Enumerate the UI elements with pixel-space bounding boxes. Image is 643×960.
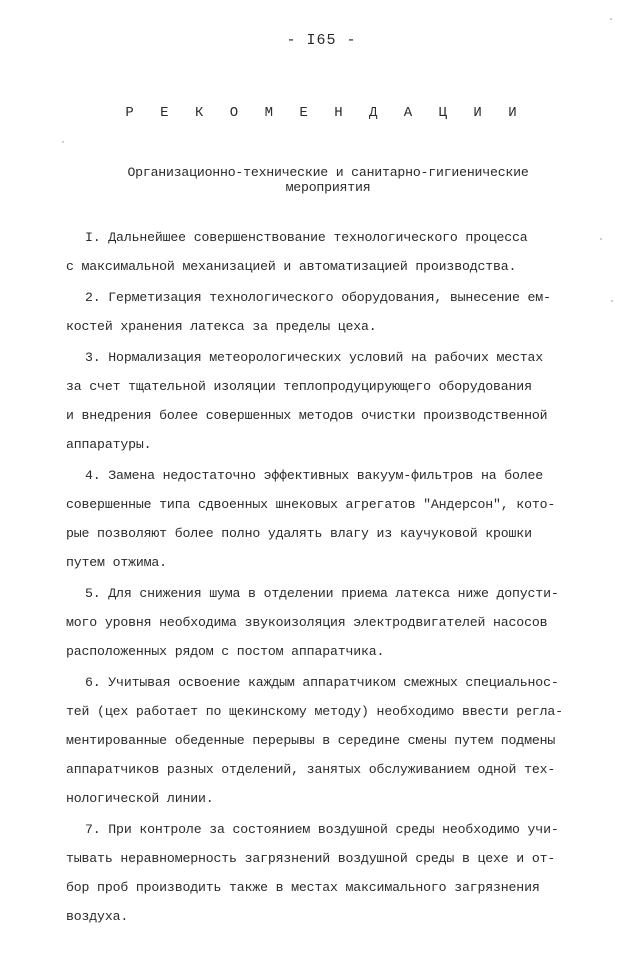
subtitle-line-2: мероприятия: [285, 180, 371, 195]
paper-speck: [62, 141, 64, 143]
paragraph-line: 2. Герметизация технологического оборудования, вынесение ем-: [85, 290, 551, 305]
paragraph-line: 3. Нормализация метеорологических условий на рабочих местах: [85, 350, 544, 365]
paper-speck: [611, 300, 613, 302]
paragraph-line: 4. Замена недостаточно эффективных вакуум-фильтров на более: [85, 468, 544, 483]
recommendation-7: [66, 818, 594, 929]
paragraph-line: I. Дальнейшее совершенствование технологического процесса: [85, 230, 528, 245]
subtitle-line-1: Организационно-технические и санитарно-гигиенические: [127, 165, 529, 180]
paragraph-line: путем отжима.: [66, 555, 167, 570]
recommendations-list: [66, 226, 594, 936]
paragraph-line: 6. Учитывая освоение каждым аппаратчиком смежных специальнос-: [85, 675, 559, 690]
recommendation-4: [66, 464, 594, 575]
paragraph-line: воздуха.: [66, 909, 129, 924]
paragraph-line: бор проб производить также в местах максимального загрязнения: [66, 880, 540, 895]
section-subtitle: [68, 165, 588, 195]
paragraph-line: рые позволяют более полно удалять влагу из каучуковой крошки: [66, 526, 532, 541]
paragraph-line: тей (цех работает по щекинскому методу) необходимо ввести регла-: [66, 704, 563, 719]
paper-speck: [600, 238, 602, 240]
paragraph-line: ментированные обеденные перерывы в середине смены путем подмены: [66, 733, 556, 748]
recommendation-2: [66, 286, 594, 339]
page-title: Р Е К О М Е Н Д А Ц И И: [125, 105, 526, 121]
paragraph-line: 7. При контроле за состоянием воздушной среды необходимо учи-: [85, 822, 559, 837]
paragraph-line: расположенных рядом с постом аппаратчика.: [66, 644, 385, 659]
paper-speck: [610, 18, 612, 20]
paragraph-line: с максимальной механизацией и автоматизацией производства.: [66, 259, 517, 274]
paragraph-line: нологической линии.: [66, 791, 214, 806]
paragraph-line: аппаратуры.: [66, 437, 152, 452]
paragraph-line: за счет тщательной изоляции теплопродуцирующего оборудования: [66, 379, 532, 394]
recommendation-3: [66, 346, 594, 457]
recommendation-5: [66, 582, 594, 664]
page-number: - I65 -: [286, 32, 357, 49]
paragraph-line: мого уровня необходима звукоизоляция электродвигателей насосов: [66, 615, 548, 630]
paragraph-line: совершенные типа сдвоенных шнековых агрегатов "Андерсон", кото-: [66, 497, 556, 512]
paragraph-line: 5. Для снижения шума в отделении приема латекса ниже допусти-: [85, 586, 559, 601]
paragraph-line: тывать неравномерность загрязнений воздушной среды в цехе и от-: [66, 851, 556, 866]
recommendation-1: [66, 226, 594, 279]
paragraph-line: костей хранения латекса за пределы цеха.: [66, 319, 377, 334]
paragraph-line: аппаратчиков разных отделений, занятых обслуживанием одной тех-: [66, 762, 556, 777]
recommendation-6: [66, 671, 594, 811]
paragraph-line: и внедрения более совершенных методов очистки производственной: [66, 408, 548, 423]
